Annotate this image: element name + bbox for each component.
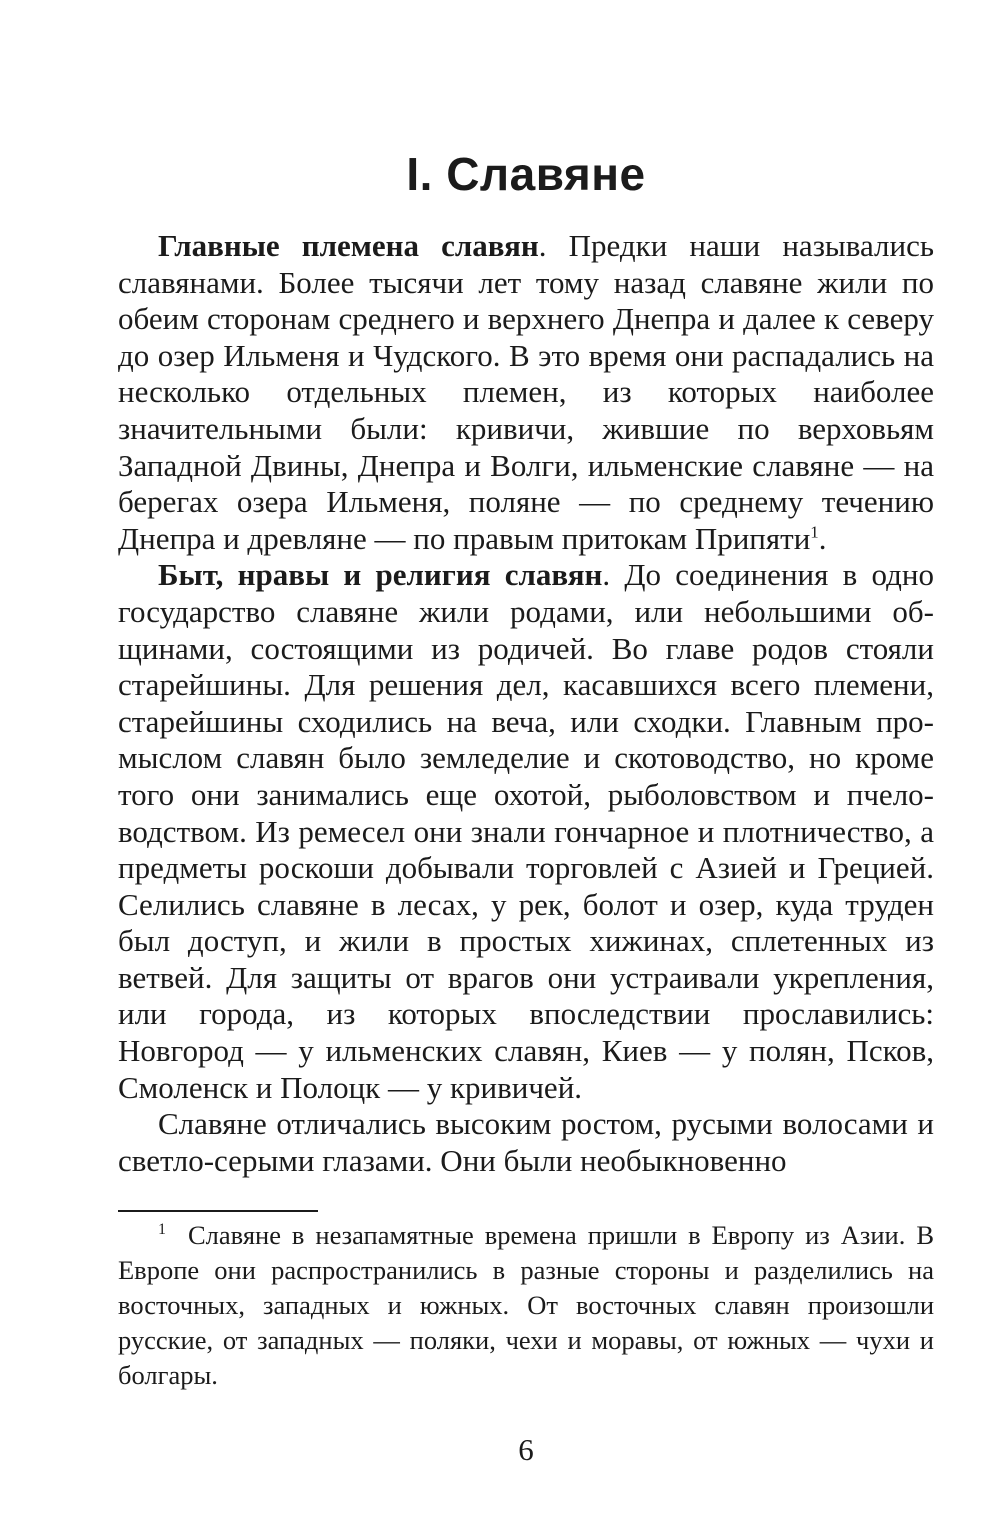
- paragraph-heading: Быт, нравы и религия славян: [158, 557, 603, 593]
- paragraph-heading: Главные племена славян: [158, 228, 539, 263]
- paragraph-text: . До соединения в одно государство славяне жили родами, или небольшими общинами, состоящими из родичей. Во главе родов стояли старейшины. Для решения дел, касавшихся всего племени, старейшины сходились на веча, или сходки. Главным промыслом славян было земледелие и скотоводство, но кроме того они занимались еще охотой, рыболовством и пчеловодством. Из ремесел они знали гончарное и плотничество, а предметы роскоши добывали торговлей с Азией и Грецией. Селились славяне в лесах, у рек, болот и озер, куда труден был доступ, и жили в простых хижинах, сплетенных из ветвей. Для защиты от врагов они устраивали укрепления, или города, из которых впоследствии прославились: Новгород — у ильменских славян, Киев — у полян, Псков, Смоленск и Полоцк — у кривичей.: [118, 557, 934, 1105]
- paragraph-appearance: [118, 1106, 934, 1179]
- footnote-divider: [118, 1210, 318, 1212]
- paragraph-main-tribes: [118, 228, 934, 557]
- book-page: [118, 0, 934, 1527]
- footnote-mark: 1: [158, 1221, 166, 1239]
- paragraph-text: Славяне отличались высоким ростом, русыми волосами и светло-серыми глазами. Они были необыкновенно: [118, 1106, 934, 1178]
- main-text: [118, 228, 934, 1179]
- footnote: [118, 1218, 934, 1393]
- chapter-title: I. Славяне: [406, 148, 646, 200]
- page-number: 6: [518, 1432, 534, 1467]
- paragraph-tail: .: [818, 520, 827, 556]
- paragraph-text: . Предки наши назывались славянами. Более тысячи лет тому назад славяне жили по обеим сторонам среднего и верхнего Днепра и далее к северу до озер Ильменя и Чудского. В это время они распадались на несколько отдельных племен, из которых наиболее значительными были: кривичи, жившие по верховьям Западной Двины, Днепра и Волги, ильменские славяне — на берегах озера Ильменя, поляне — по среднему течению Днепра и древляне — по правым притокам Припяти: [118, 228, 934, 556]
- paragraph-life-customs: [118, 557, 934, 1106]
- footnote-text: Славяне в незапамятные времена пришли в Европу из Азии. В Европе они распространились в разные стороны и разделились на восточных, западных и южных. От восточных славян произошли русские, от западных — поляки, чехи и моравы, от южных — чухи и болгары.: [118, 1220, 934, 1390]
- footnote-reference: 1: [810, 522, 819, 542]
